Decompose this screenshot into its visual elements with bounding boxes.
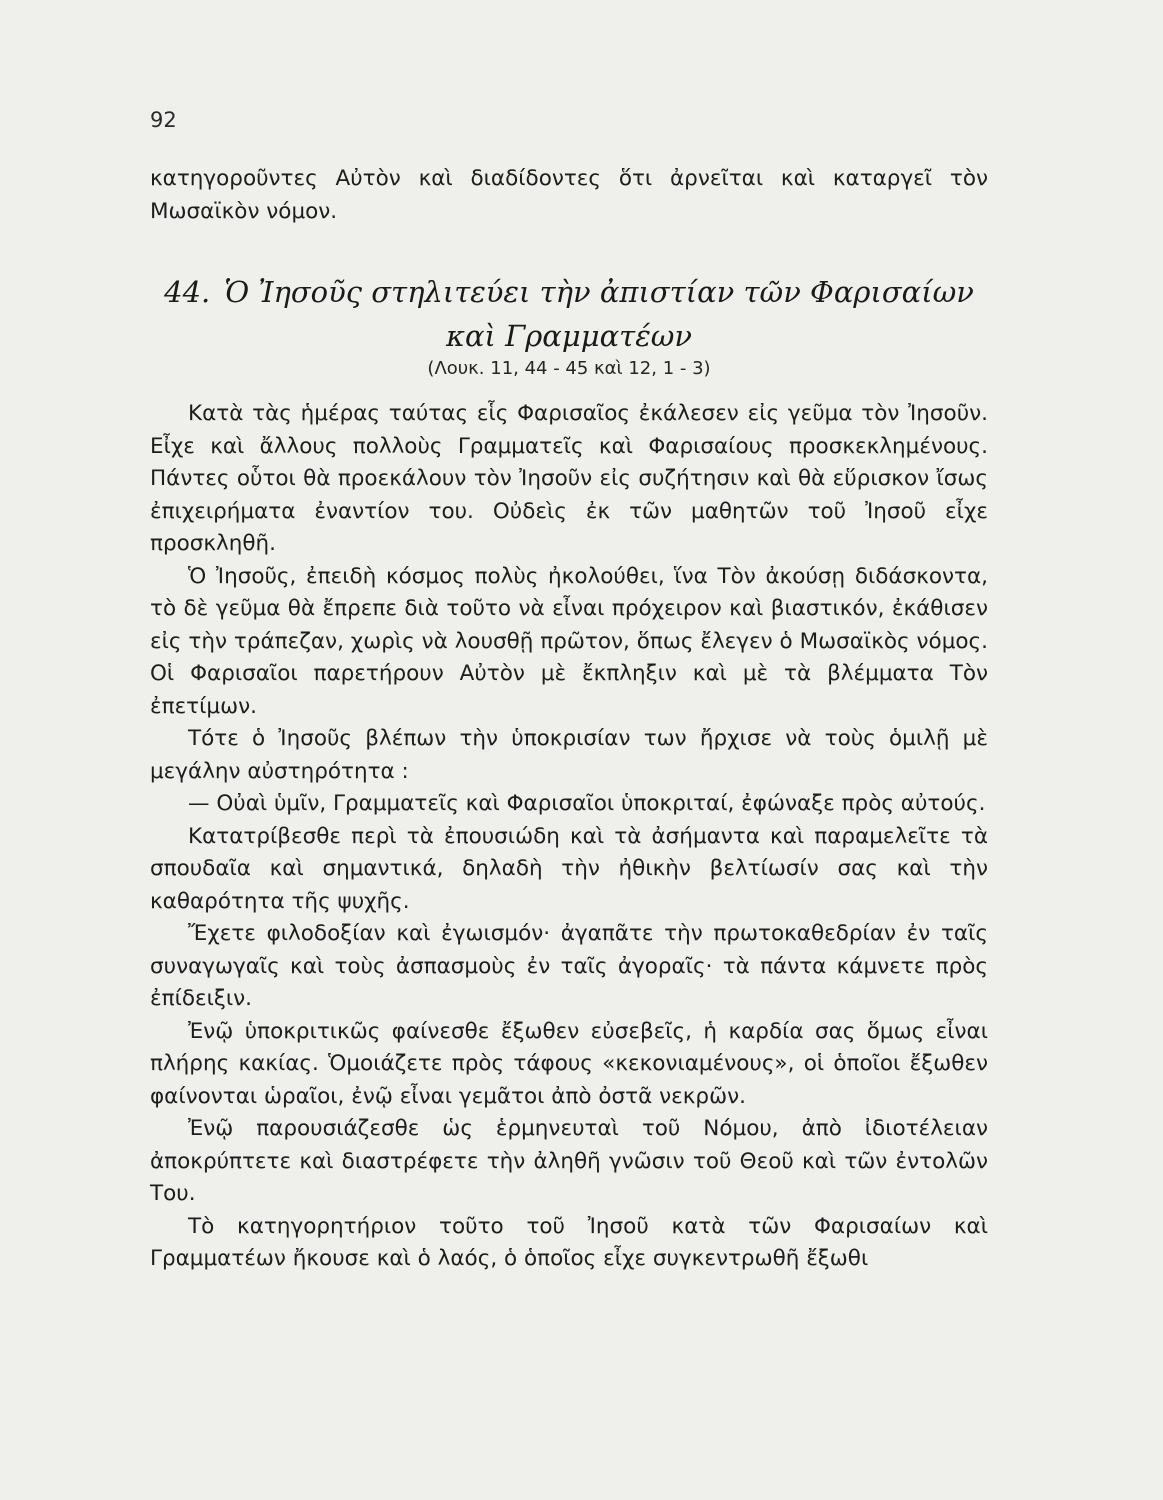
paragraph: Κατὰ τὰς ἡμέρας ταύτας εἷς Φαρισαῖος ἐκάλεσεν εἰς γεῦμα τὸν Ἰησοῦν. Εἶχε καὶ ἄλλους πολλοὺς Γραμματεῖς καὶ Φαρισαίους προσκεκλημένους. Πάντες οὗτοι θὰ προεκάλουν τὸν Ἰησοῦν εἰς συζήτησιν καὶ θὰ εὕρισκον ἴσως ἐπιχειρήματα ἐναντίον του. Οὐδεὶς ἐκ τῶν μαθητῶν τοῦ Ἰησοῦ εἶχε προσκληθῆ. — [150, 401, 988, 556]
body-text — [150, 398, 988, 1276]
paragraph: Τὸ κατηγορητήριον τοῦτο τοῦ Ἰησοῦ κατὰ τῶν Φαρισαίων καὶ Γραμματέων ἤκουσε καὶ ὁ λαός, ὁ ὁποῖος εἶχε συγκεντρωθῆ ἔξωθι — [150, 1213, 988, 1271]
paragraph: Τότε ὁ Ἰησοῦς βλέπων τὴν ὑποκρισίαν των ἤρχισε νὰ τοὺς ὁμιλῇ μὲ μεγάλην αὐστηρότητα : — [150, 726, 988, 784]
paragraph: Ὁ Ἰησοῦς, ἐπειδὴ κόσμος πολὺς ἠκολούθει, ἵνα Τὸν ἀκούσῃ διδάσκοντα, τὸ δὲ γεῦμα θὰ ἔπρεπε διὰ τοῦτο νὰ εἶναι πρόχειρον καὶ βιαστικόν, ἐκάθισεν εἰς τὴν τράπεζαν, χωρὶς νὰ λουσθῇ πρῶτον, ὅπως ἔλεγεν ὁ Μωσαϊκὸς νόμος. Οἱ Φαρισαῖοι παρετήρουν Αὐτὸν μὲ ἔκπληξιν καὶ μὲ τὰ βλέμματα Τὸν ἐπετίμων. — [150, 563, 988, 719]
paragraph: — Οὐαὶ ὑμῖν, Γραμματεῖς καὶ Φαρισαῖοι ὑποκριταί, ἐφώναξε πρὸς αὐτούς. — [188, 791, 986, 816]
scripture-reference: (Λουκ. 11, 44 - 45 καὶ 12, 1 - 3) — [427, 358, 711, 379]
paragraph: Ἐνῷ παρουσιάζεσθε ὡς ἑρμηνευταὶ τοῦ Νόμου, ἀπὸ ἰδιοτέλειαν ἀποκρύπτετε καὶ διαστρέφετε τὴν ἀληθῆ γνῶσιν τοῦ Θεοῦ καὶ τῶν ἐντολῶν Του. — [150, 1116, 988, 1206]
section-heading — [150, 270, 988, 358]
paragraph: Κατατρίβεσθε περὶ τὰ ἐπουσιώδη καὶ τὰ ἀσήμαντα καὶ παραμελεῖτε τὰ σπουδαῖα καὶ σημαντικά, δηλαδὴ τὴν ἠθικὴν βελτίωσίν σας καὶ τὴν καθαρότητα τῆς ψυχῆς. — [150, 823, 988, 914]
section-title-line-1: Ὁ Ἰησοῦς στηλιτεύει τὴν ἀπιστίαν τῶν Φαρισαίων — [224, 275, 974, 309]
intro-paragraph-block — [150, 163, 988, 228]
paragraph: Ἐνῷ ὑποκριτικῶς φαίνεσθε ἔξωθεν εὐσεβεῖς, ἡ καρδία σας ὅμως εἶναι πλήρης κακίας. Ὁμοιάζετε πρὸς τάφους «κεκονιαμένους», οἱ ὁποῖοι ἔξωθεν φαίνονται ὡραῖοι, ἐνῷ εἶναι γεμᾶτοι ἀπὸ ὀστᾶ νεκρῶν. — [150, 1018, 988, 1109]
section-title-line-2: καὶ Γραμματέων — [445, 319, 693, 353]
intro-paragraph: κατηγοροῦντες Αὐτὸν καὶ διαδίδοντες ὅτι ἀρνεῖται καὶ καταργεῖ τὸν Μωσαϊκὸν νόμον. — [150, 166, 988, 224]
section-heading-line-1 — [150, 270, 988, 314]
section-number: 44. — [164, 275, 211, 309]
paragraph: Ἔχετε φιλοδοξίαν καὶ ἐγωισμόν· ἀγαπᾶτε τὴν πρωτοκαθεδρίαν ἐν ταῖς συναγωγαῖς καὶ τοὺς ἀσπασμοὺς ἐν ταῖς ἀγοραῖς· τὰ πάντα κάμνετε πρὸς ἐπίδειξιν. — [150, 921, 988, 1011]
page-number: 92 — [150, 108, 177, 132]
